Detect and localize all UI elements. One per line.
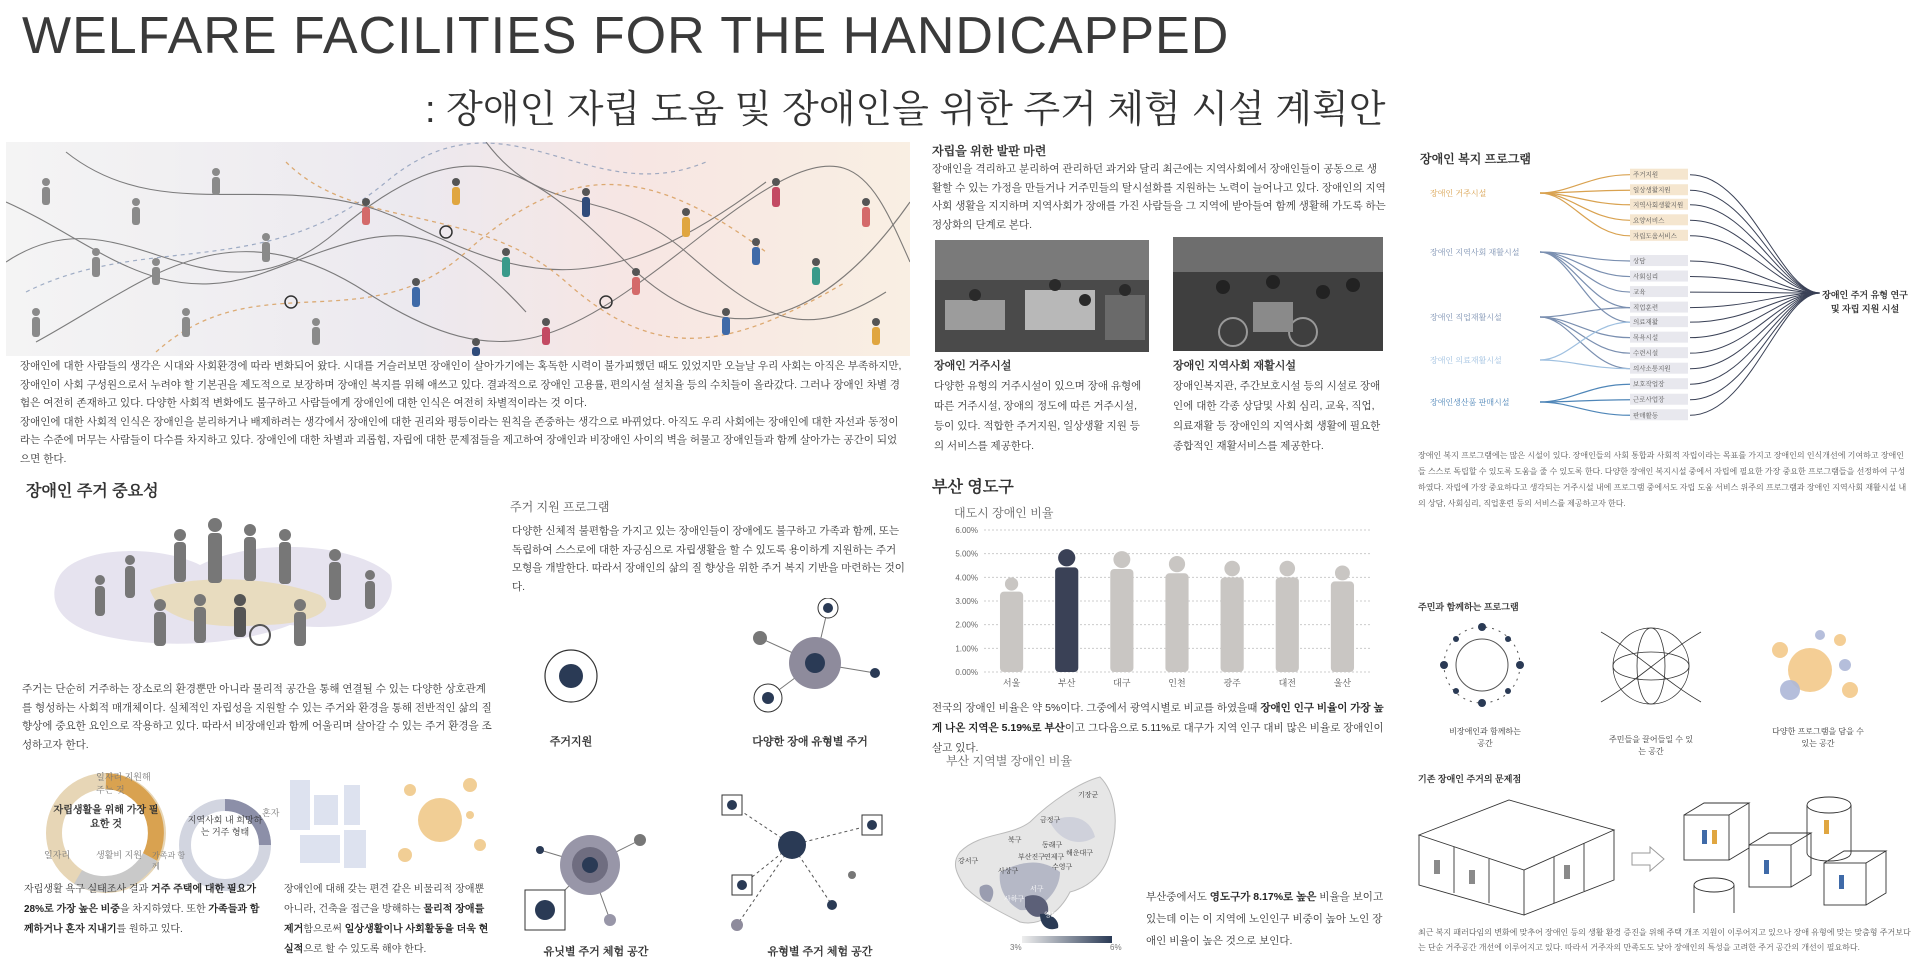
community-diagram-2 [1760, 620, 1870, 720]
bar-chart-disability-ratio [940, 522, 1380, 697]
independence-text: 장애인을 격리하고 분리하여 관리하던 과거와 달리 최근에는 지역사회에서 장애인들이 공동으로 생활할 수 있는 가정을 만들거나 거주민들의 탈시설화를 지원하는 노력이 늘어나고 있다. 장애인의 지역사회 생활을 지지하며 지역사회가 장애를 가진 사람들을 그 지역에 받아들여 함께 생활해 가도록 하는 정상화의 단계로 본다. [932, 163, 1386, 231]
community-caption-2: 다양한 프로그램을 담을 수 있는 공간 [1772, 727, 1864, 748]
map-legend-min: 3% [1010, 943, 1022, 952]
chart-bar [1110, 551, 1133, 672]
welfare-right-node: 수련시설 [1633, 350, 1659, 358]
diagram-unit-experience [510, 810, 660, 940]
chart-category-label: 인천 [1168, 678, 1186, 688]
program-caption-3: 유형별 주거 체험 공간 [767, 946, 873, 958]
chart-bar [1276, 561, 1299, 672]
chart-category-label: 대구 [1113, 678, 1131, 688]
welfare-target-link [1690, 292, 1820, 293]
chart-bar-head [1335, 566, 1350, 581]
chart-ytick-label: 2.00% [955, 620, 978, 630]
welfare-right-node: 의사소통지원 [1633, 365, 1671, 373]
survey-text: 자립생활 욕구 실태조사 결과 거주 주택에 대한 필요가 28%로 가장 높은 비중을 차지하였다. 또한 가족들과 함께하거나 혼자 지내기를 원하고 있다. [24, 884, 260, 935]
map-label-12: 영도구 [1044, 912, 1065, 919]
welfare-text: 장애인 복지 프로그램에는 많은 시설이 있다. 장애인들의 사회 통합과 사회적 자립이라는 목표를 가지고 장애인의 인식개선에 기여하고 장애인들 스스로 독립할 수 있도록 도움을 줄 수 있도록 한다. 다양한 장애인 복지시설 중에서 자립에 필요한 가장 중요한 프로그램들을 선정하여 구성하였다. 자립에 가장 중요하다고 생각되는 거주시설 내에 프로그램 중에서도 자립 도움 서비스 위주의 프로그램과 장애인 지역사회 재활시설 내의 상담, 사회심리, 직업훈련 등의 서비스를 제공하고자 한다. [1418, 451, 1907, 508]
map-legend-max: 6% [1110, 943, 1122, 952]
photo-residence-facility [935, 240, 1149, 352]
chart-bar-body [1165, 573, 1188, 672]
welfare-target: 장애인 주거 유형 연구 및 자립 지원 시설 [1822, 290, 1908, 314]
busan-text: 전국의 장애인 비율은 약 5%이다. 그중에서 광역시별로 비교를 하였을때 장애인 인구 비율이 가장 높게 나온 지역은 5.19%로 부산이고 그다음으로 5.11%로 대구가 지역 인구 대비 많은 비율로 장애인이 살고 있다. [932, 702, 1384, 754]
page-subtitle: : 장애인 자립 도움 및 장애인을 위한 주거 체험 시설 계획안 [425, 89, 1386, 131]
chart-title: 대도시 장애인 비율 [954, 506, 1054, 520]
welfare-link [1540, 252, 1630, 292]
donut2-center-label: 지역사회 내 희망하는 거주 형태 [187, 815, 263, 837]
welfare-link [1540, 322, 1630, 360]
map-label-3: 북구 [1008, 837, 1022, 844]
welfare-left-node: 장애인 직업재활시설 [1430, 313, 1502, 322]
yeongdo-text: 부산중에서도 영도구가 8.17%로 높은 비율을 보이고 있는데 이는 이 지역에 노인인구 비중이 높아 노인 장애인 비율이 높은 것으로 보인다. [1146, 891, 1384, 947]
welfare-link [1540, 360, 1630, 369]
welfare-right-node: 사회심리 [1633, 273, 1659, 281]
welfare-left-node: 장애인 지역사회 재활시설 [1430, 248, 1520, 257]
photo2-text: 장애인복지관, 주간보호시설 등의 시설로 장애인에 대한 각종 상담및 사회 심리, 교육, 직업, 의료재활 등 장애인의 지역사회 생활에 필요한 종합적인 재활서비스를 제공한다. [1173, 380, 1381, 452]
community-diagram-1 [1596, 612, 1706, 720]
chart-ytick-label: 1.00% [955, 644, 978, 654]
welfare-link [1540, 193, 1630, 220]
welfare-right-node: 지역사회생활지원 [1633, 201, 1684, 209]
chart-bar-head [1169, 556, 1185, 572]
map-label-2: 금정구 [1040, 817, 1061, 824]
welfare-link [1540, 308, 1630, 317]
program-text: 다양한 신체적 불편함을 가지고 있는 장애인들이 장애에도 불구하고 가족과 함께, 또는 독립하여 스스로에 대한 자긍심으로 자립생활을 할 수 있도록 용이하게 지원하는 주거 모형을 개발한다. 따라서 장애인의 삶의 질 향상을 위한 주거 복지 기반을 마련하는 것이다. [512, 525, 905, 593]
welfare-target-link [1690, 220, 1820, 293]
chart-bar-head [1058, 549, 1075, 566]
intro-paragraph-1: 장애인에 대한 사람들의 생각은 시대와 사회환경에 따라 변화되어 왔다. 시대를 거슬러보면 장애인이 살아가기에는 혹독한 시력이 불가피했던 때도 있었지만 오늘날 우리 사회는 아직은 부족하지만, 장애인이 사회 구성원으로서 누려야 할 기본권을 제도적으로 보장하며 장애인 복지를 위해 애쓰고 있다. 결과적으로 장애인 고용률, 편의시설 설치율 등의 수치들이 올라갔다. 그러나 장애인 차별 경험은 여전히 존재하고 있다. 다양한 사회적 변화에도 불구하고 사람들에게 장애인에 대한 인식은 여전히 차별적이라는 것 이다. [20, 360, 902, 409]
welfare-right-node: 목욕시설 [1633, 334, 1659, 342]
chart-bar-body [1000, 592, 1023, 672]
photo1-text: 다양한 유형의 거주시설이 있으며 장애 유형에 따른 거주시설, 장애의 정도에 따른 거주시설, 등이 있다. 적합한 주거지원, 일상생활 지원 등의 서비스를 제공한다. [934, 380, 1142, 452]
problems-diagram [1414, 775, 1914, 920]
chart-bar [1221, 561, 1244, 672]
program-heading: 주거 지원 프로그램 [510, 500, 610, 514]
community-caption-0: 비장애인과 함께하는 공간 [1449, 727, 1521, 748]
community-caption-1: 주민들을 끌어들일 수 있는 공간 [1609, 735, 1693, 756]
chart-bar [1000, 577, 1023, 672]
map-label-4: 동래구 [1042, 842, 1063, 849]
hero-illustration [6, 142, 910, 356]
map-label-5: 해운대구 [1066, 850, 1094, 857]
independence-heading: 자립을 위한 발판 마련 [932, 144, 1047, 158]
diagram-type-experience [712, 775, 892, 935]
welfare-right-node: 직업훈련 [1633, 304, 1659, 312]
chart-bar-head [1279, 561, 1295, 577]
chart-category-label: 부산 [1058, 678, 1076, 688]
chart-bar-body [1055, 567, 1078, 672]
donut1-center-label: 자립생활을 위해 가장 필요한 것 [53, 805, 159, 830]
chart-bar-body [1331, 581, 1354, 672]
welfare-heading: 장애인 복지 프로그램 [1420, 152, 1531, 166]
chart-category-label: 대전 [1278, 678, 1296, 688]
busan-heading: 부산 영도구 [932, 479, 1014, 496]
welfare-right-node: 자립도움서비스 [1633, 232, 1677, 240]
community-diagram-0 [1432, 615, 1532, 715]
map-label-0: 강서구 [958, 858, 979, 865]
program-caption-1: 다양한 장애 유형별 주거 [752, 736, 868, 748]
welfare-right-node: 주거지원 [1633, 171, 1659, 179]
welfare-link [1540, 317, 1630, 353]
map-label-11: 서구 [1030, 886, 1044, 893]
welfare-right-node: 판매활동 [1633, 412, 1659, 420]
map-label-8: 부산진구 [1018, 854, 1046, 861]
welfare-right-node: 일상생활지원 [1633, 187, 1671, 195]
welfare-left-node: 장애인생산품 판매시설 [1430, 398, 1510, 407]
welfare-right-node: 상담 [1633, 258, 1646, 266]
chart-ytick-label: 6.00% [955, 526, 978, 535]
welfare-link [1540, 402, 1630, 415]
program-caption-2: 유닛별 주거 체험 공간 [543, 946, 649, 958]
map-legend-bar [1022, 936, 1112, 943]
problems-text: 최근 복지 패러다임의 변화에 맞추어 장애인 등의 생활 환경 증진을 위해 주택 개조 지원이 이루어지고 있으나 장애 유형에 맞는 맞춤형 주거보다는 단순 거주공간 개선에 이루어지고 있다. 따라서 거주자의 만족도도 낮아 장애인의 특성을 고려한 주거 공간의 개선이 필요하다. [1418, 928, 1911, 952]
housing-importance-text: 주거는 단순히 거주하는 장소로의 환경뿐만 아니라 물리적 공간을 통해 연결될 수 있는 다양한 상호관계를 형성하는 사회적 매개체이다. 실체적인 자립성을 지원할 수 있는 주거와 환경을 통해 전반적인 삶의 질 향상에 중요한 요인으로 작용하고 있다. 따라서 비장애인과 함께 어울리며 살아갈 수 있는 주거 환경을 조성하고자 한다. [22, 683, 492, 751]
welfare-left-node: 장애인 거주시설 [1430, 189, 1487, 198]
chart-bar-head [1005, 577, 1018, 590]
welfare-target-link [1690, 205, 1820, 293]
donut2-label-1: 가족과 함께 [152, 851, 186, 871]
chart-bar [1331, 566, 1354, 673]
problems-heading: 기존 장애인 주거의 문제점 [1418, 774, 1522, 784]
map-label-7: 수영구 [1052, 864, 1073, 871]
donut1-label-1: 일자리 [44, 850, 71, 860]
chart-bar-head [1224, 561, 1240, 577]
welfare-right-node: 교육 [1633, 289, 1646, 297]
diagram-housing-support [535, 640, 607, 712]
map-label-10: 사하구 [1004, 896, 1025, 903]
photo2-caption: 장애인 지역사회 재활시설 [1173, 360, 1296, 372]
welfare-target-link [1690, 293, 1820, 369]
welfare-target-link [1690, 293, 1820, 415]
map-title: 부산 지역별 장애인 비율 [946, 754, 1072, 768]
donut1-label-2: 생활비 지원 [96, 850, 142, 860]
intro-paragraph-2: 장애인에 대한 사회적 인식은 장애인을 분리하거나 배제하려는 생각에서 장애인에 대한 권리와 평등이라는 원칙을 존중하는 생각으로 바뀌었다. 아직도 우리 사회에는 장애인에 대한 자선과 동정이라는 수준에 머무는 사람들이 다수를 차지하고 있다. 장애인에 대한 차별과 괴롭힘, 자립에 대한 문제점들을 제고하여 장애인과 비장애인 사이의 벽을 허물고 장애인들과 함께 살아가는 공간이 되었으면 한다. [20, 415, 899, 465]
community-heading: 주민과 함께하는 프로그램 [1418, 602, 1519, 612]
chart-category-label: 울산 [1333, 678, 1352, 688]
chart-ytick-label: 4.00% [955, 573, 978, 583]
chart-ytick-label: 0.00% [955, 668, 978, 677]
photo-rehab-facility [1173, 237, 1383, 351]
diagram-diverse-housing [740, 598, 890, 723]
housing-importance-heading: 장애인 주거 중요성 [26, 483, 159, 500]
photo1-caption: 장애인 거주시설 [934, 360, 1012, 372]
welfare-right-node: 의료재활 [1633, 319, 1659, 327]
donut2-label-0: 혼자 [262, 808, 280, 818]
chart-bar-body [1110, 569, 1133, 672]
welfare-target-link [1690, 175, 1820, 293]
map-label-9: 사상구 [998, 868, 1019, 875]
donut1-label-0: 일자리 지원해 주는 것 [96, 772, 151, 795]
page-title: WELFARE FACILITIES FOR THE HANDICAPPED [22, 7, 1230, 65]
map-label-6: 연제구 [1044, 854, 1065, 861]
welfare-right-node: 요양서비스 [1633, 217, 1665, 225]
program-caption-0: 주거지원 [549, 736, 593, 748]
welfare-right-node: 근로사업장 [1633, 396, 1665, 404]
chart-category-label: 서울 [1002, 678, 1021, 688]
crowd-illustration [40, 505, 410, 655]
chart-category-label: 광주 [1223, 678, 1241, 688]
map-label-1: 기장군 [1078, 792, 1099, 799]
welfare-left-node: 장애인 의료재활시설 [1430, 356, 1502, 365]
chart-bar-head [1113, 551, 1130, 568]
chart-bar [1165, 556, 1188, 672]
welfare-right-node: 보호작업장 [1633, 381, 1665, 389]
chart-ytick-label: 3.00% [955, 597, 978, 606]
barrier-text: 장애인에 대해 갖는 편견 같은 비물리적 장애뿐 아니라, 건축을 접근을 방해하는 물리적 장애를 제거함으로써 일상생활이나 사회활동을 더욱 현실적으로 할 수 있도록 해야 한다. [284, 884, 489, 955]
chart-bar-body [1221, 577, 1244, 672]
chart-bar-body [1276, 577, 1299, 672]
chart-ytick-label: 5.00% [955, 549, 978, 559]
chart-bar [1055, 549, 1078, 672]
barrier-diagram [290, 775, 490, 875]
